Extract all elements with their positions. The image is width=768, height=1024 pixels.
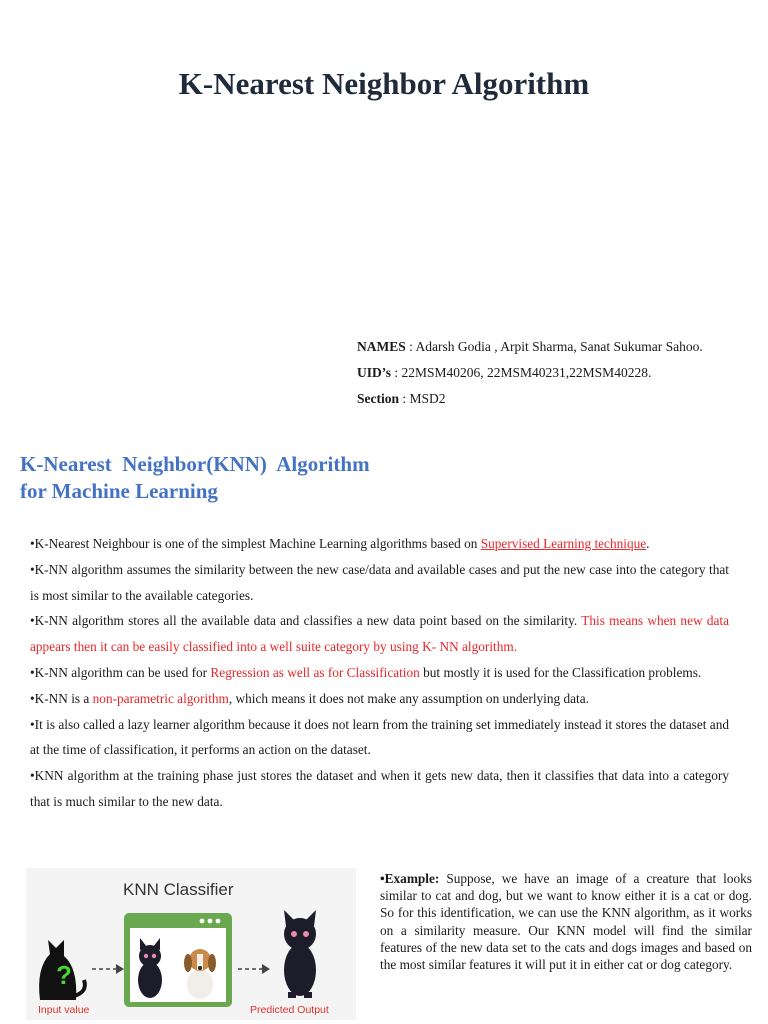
bullet-list bbox=[30, 531, 729, 815]
example-label: •Example: bbox=[380, 871, 440, 886]
predicted-output-label: Predicted Output bbox=[250, 1004, 329, 1016]
page-title: K-Nearest Neighbor Algorithm bbox=[178, 66, 590, 101]
bullet-text: •K-NN algorithm stores all the available data and classifies a new data point based on the similarity. bbox=[30, 613, 582, 629]
bullet-text: •K-Nearest Neighbour is one of the simplest Machine Learning algorithms based on bbox=[30, 536, 481, 551]
names-row bbox=[357, 334, 703, 360]
classifier-window-icon bbox=[124, 913, 232, 1007]
bullet-item bbox=[30, 531, 729, 557]
bullet-item bbox=[30, 608, 729, 660]
dashed-arrow-icon bbox=[92, 964, 124, 974]
question-mark-icon: ? bbox=[56, 960, 72, 990]
uid-label: UID’s bbox=[357, 365, 392, 380]
bullet-item: •KNN algorithm at the training phase just stores the dataset and when it gets new data, then it classifies that data into a category that is much similar to the new data. bbox=[30, 768, 729, 809]
cat-icon bbox=[138, 938, 162, 998]
bullet-text: •K-NN algorithm can be used for bbox=[30, 664, 211, 680]
bullet-item bbox=[30, 660, 729, 686]
output-cat-icon bbox=[284, 910, 316, 998]
bullet-text: but mostly it is used for the Classification problems. bbox=[419, 664, 702, 680]
dashed-arrow-icon bbox=[238, 964, 270, 974]
names-label: NAMES bbox=[357, 339, 406, 354]
section-heading-line2: for Machine Learning bbox=[20, 479, 218, 503]
supervised-learning-link[interactable]: Supervised Learning technique bbox=[480, 536, 647, 551]
bullet-text: , which means it does not make any assumption on underlying data. bbox=[228, 690, 589, 706]
names-value: : Adarsh Godia , Arpit Sharma, Sanat Sukumar Sahoo. bbox=[405, 339, 703, 354]
example-paragraph bbox=[380, 870, 752, 973]
section-heading bbox=[20, 451, 440, 505]
section-heading-line1: K-Nearest Neighbor(KNN) Algorithm bbox=[20, 452, 370, 476]
uid-value: : 22MSM40206, 22MSM40231,22MSM40228. bbox=[391, 365, 652, 380]
bullet-item: •It is also called a lazy learner algorithm because it does not learn from the training set immediately instead it stores the dataset and at the time of classification, it performs an action on the dataset. bbox=[30, 716, 729, 758]
knn-classifier-figure bbox=[26, 868, 356, 1020]
input-cat-icon bbox=[39, 940, 85, 1000]
highlight-text: Regression as well as for Classification bbox=[210, 664, 420, 680]
highlight-text: This means when new data appears then it can be easily classified into a well suite category by using K- NN algorithm. bbox=[30, 613, 729, 655]
section-row bbox=[357, 386, 703, 412]
input-value-label: Input value bbox=[38, 1004, 90, 1016]
uid-row bbox=[357, 360, 703, 386]
bullet-item: •K-NN algorithm assumes the similarity between the new case/data and available cases and put the new case into the category that is most similar to the available categories. bbox=[30, 561, 729, 603]
figure-title: KNN Classifier bbox=[123, 880, 234, 899]
bullet-text: . bbox=[646, 536, 650, 551]
section-label: Section bbox=[357, 391, 399, 406]
section-value: : MSD2 bbox=[399, 391, 446, 406]
highlight-text: non-parametric algorithm bbox=[92, 690, 229, 706]
example-text: Suppose, we have an image of a creature that looks similar to cat and dog, but we want to know either it is a cat or dog. So for this identification, we can use the KNN algorithm, as it works on a similarity measure. Our KNN model will find the similar features of the new data set to the cats and dogs images and based on the most similar features it will put it in either cat or dog category. bbox=[380, 871, 752, 973]
bullet-item bbox=[30, 686, 729, 712]
knn-diagram bbox=[26, 868, 356, 1020]
bullet-text: •K-NN is a bbox=[30, 690, 93, 706]
author-info bbox=[357, 334, 703, 412]
